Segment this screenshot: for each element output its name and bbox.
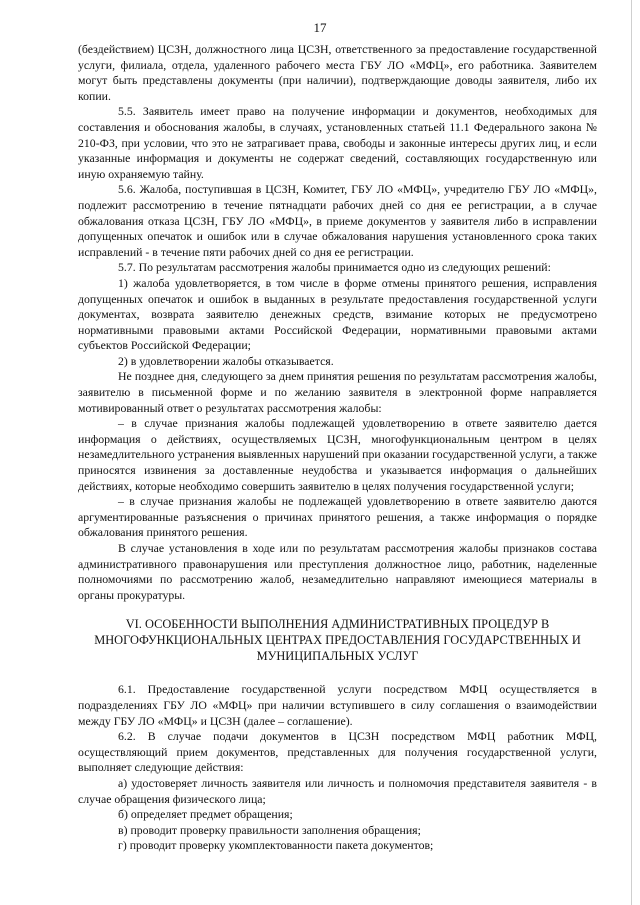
document-body [78,42,597,854]
paragraph: 6.2. В случае подачи документов в ЦСЗН посредством МФЦ работник МФЦ, осуществляющий прием документов, представленных для получения государственной услуги, выполняет следующие действия: [78,729,597,775]
paragraph: 2) в удовлетворении жалобы отказывается. [118,353,334,368]
section-heading: VI. ОСОБЕННОСТИ ВЫПОЛНЕНИЯ АДМИНИСТРАТИВНЫХ ПРОЦЕДУР В МНОГОФУНКЦИОНАЛЬНЫХ ЦЕНТРАХ ПРЕДОСТАВЛЕНИЯ ГОСУДАРСТВЕННЫХ И МУНИЦИПАЛЬНЫХ УСЛУГ [94,617,581,664]
paragraph: В случае установления в ходе или по результатам рассмотрения жалобы признаков состава административного правонарушения или преступления должностное лицо, работник, наделенные полномочиями по рассмотрению жалоб, незамедлительно направляют имеющиеся материалы в органы прокуратуры. [78,541,597,602]
paragraph: – в случае признания жалобы не подлежащей удовлетворению в ответе заявителю даются аргументированные разъяснения о причинах принятого решения, а также информация о порядке обжалования принятого решения. [78,494,597,540]
paragraph: – в случае признания жалобы подлежащей удовлетворению в ответе заявителю дается информация о действиях, осуществляемых ЦСЗН, многофункциональным центром в целях незамедлительного устранения выявленных нарушений при оказании государственной услуги, а также приносятся извинения за доставленные неудобства и указывается информация о дальнейших действиях, которые необходимо совершить заявителю в целях получения государственной услуги; [78,416,597,493]
paragraph: 5.6. Жалоба, поступившая в ЦСЗН, Комитет, ГБУ ЛО «МФЦ», учредителю ГБУ ЛО «МФЦ», подлежит рассмотрению в течение пятнадцати рабочих дней со дня ее регистрации, а в случае обжалования отказа ЦСЗН, ГБУ ЛО «МФЦ», в приеме документов у заявителя либо в исправлении допущенных опечаток и ошибок или в случае обжалования нарушения установленного срока таких исправлений - в течение пяти рабочих дней со дня ее регистрации. [78,182,597,259]
paragraph: 5.5. Заявитель имеет право на получение информации и документов, необходимых для составления и обоснования жалобы, в случаях, установленных статьей 11.1 Федерального закона № 210-ФЗ, при условии, что это не затрагивает права, свободы и законные интересы других лиц, и если указанные информация и документы не содержат сведений, составляющих государственную или иную охраняемую тайну. [78,104,597,181]
paragraph: Не позднее дня, следующего за днем принятия решения по результатам рассмотрения жалобы, заявителю в письменной форме и по желанию заявителя в электронной форме направляется мотивированный ответ о результатах рассмотрения жалобы: [78,369,597,415]
section-5-text [78,42,597,603]
paragraph: 5.7. По результатам рассмотрения жалобы принимается одно из следующих решений: [118,260,551,275]
paragraph: б) определяет предмет обращения; [118,807,293,822]
paragraph: в) проводит проверку правильности заполнения обращения; [118,822,421,837]
page-edge-line [631,0,632,905]
paragraph: г) проводит проверку укомплектованности пакета документов; [118,838,434,853]
paragraph: (бездействием) ЦСЗН, должностного лица ЦСЗН, ответственного за предоставление государственной услуги, филиала, отдела, удаленного рабочего места ГБУ ЛО «МФЦ», его работника. Заявителем могут быть представлены документы (при наличии), подтверждающие доводы заявителя, либо их копии. [78,42,597,103]
page-number: 17 [313,20,327,35]
paragraph: а) удостоверяет личность заявителя или личность и полномочия представителя заявителя - в случае обращения физического лица; [78,775,597,806]
section-6-text [78,682,597,854]
paragraph: 1) жалоба удовлетворяется, в том числе в форме отмены принятого решения, исправления допущенных опечаток и ошибок в выданных в результате предоставления государственной услуги документах, возврата заявителю денежных средств, взимание которых не предусмотрено нормативными правовыми актами Российской Федерации, нормативными правовыми актами субъектов Российской Федерации; [78,275,597,353]
paragraph: 6.1. Предоставление государственной услуги посредством МФЦ осуществляется в подразделениях ГБУ ЛО «МФЦ» при наличии вступившего в силу соглашения о взаимодействии между ГБУ ЛО «МФЦ» и ЦСЗН (далее – соглашение). [78,682,597,728]
